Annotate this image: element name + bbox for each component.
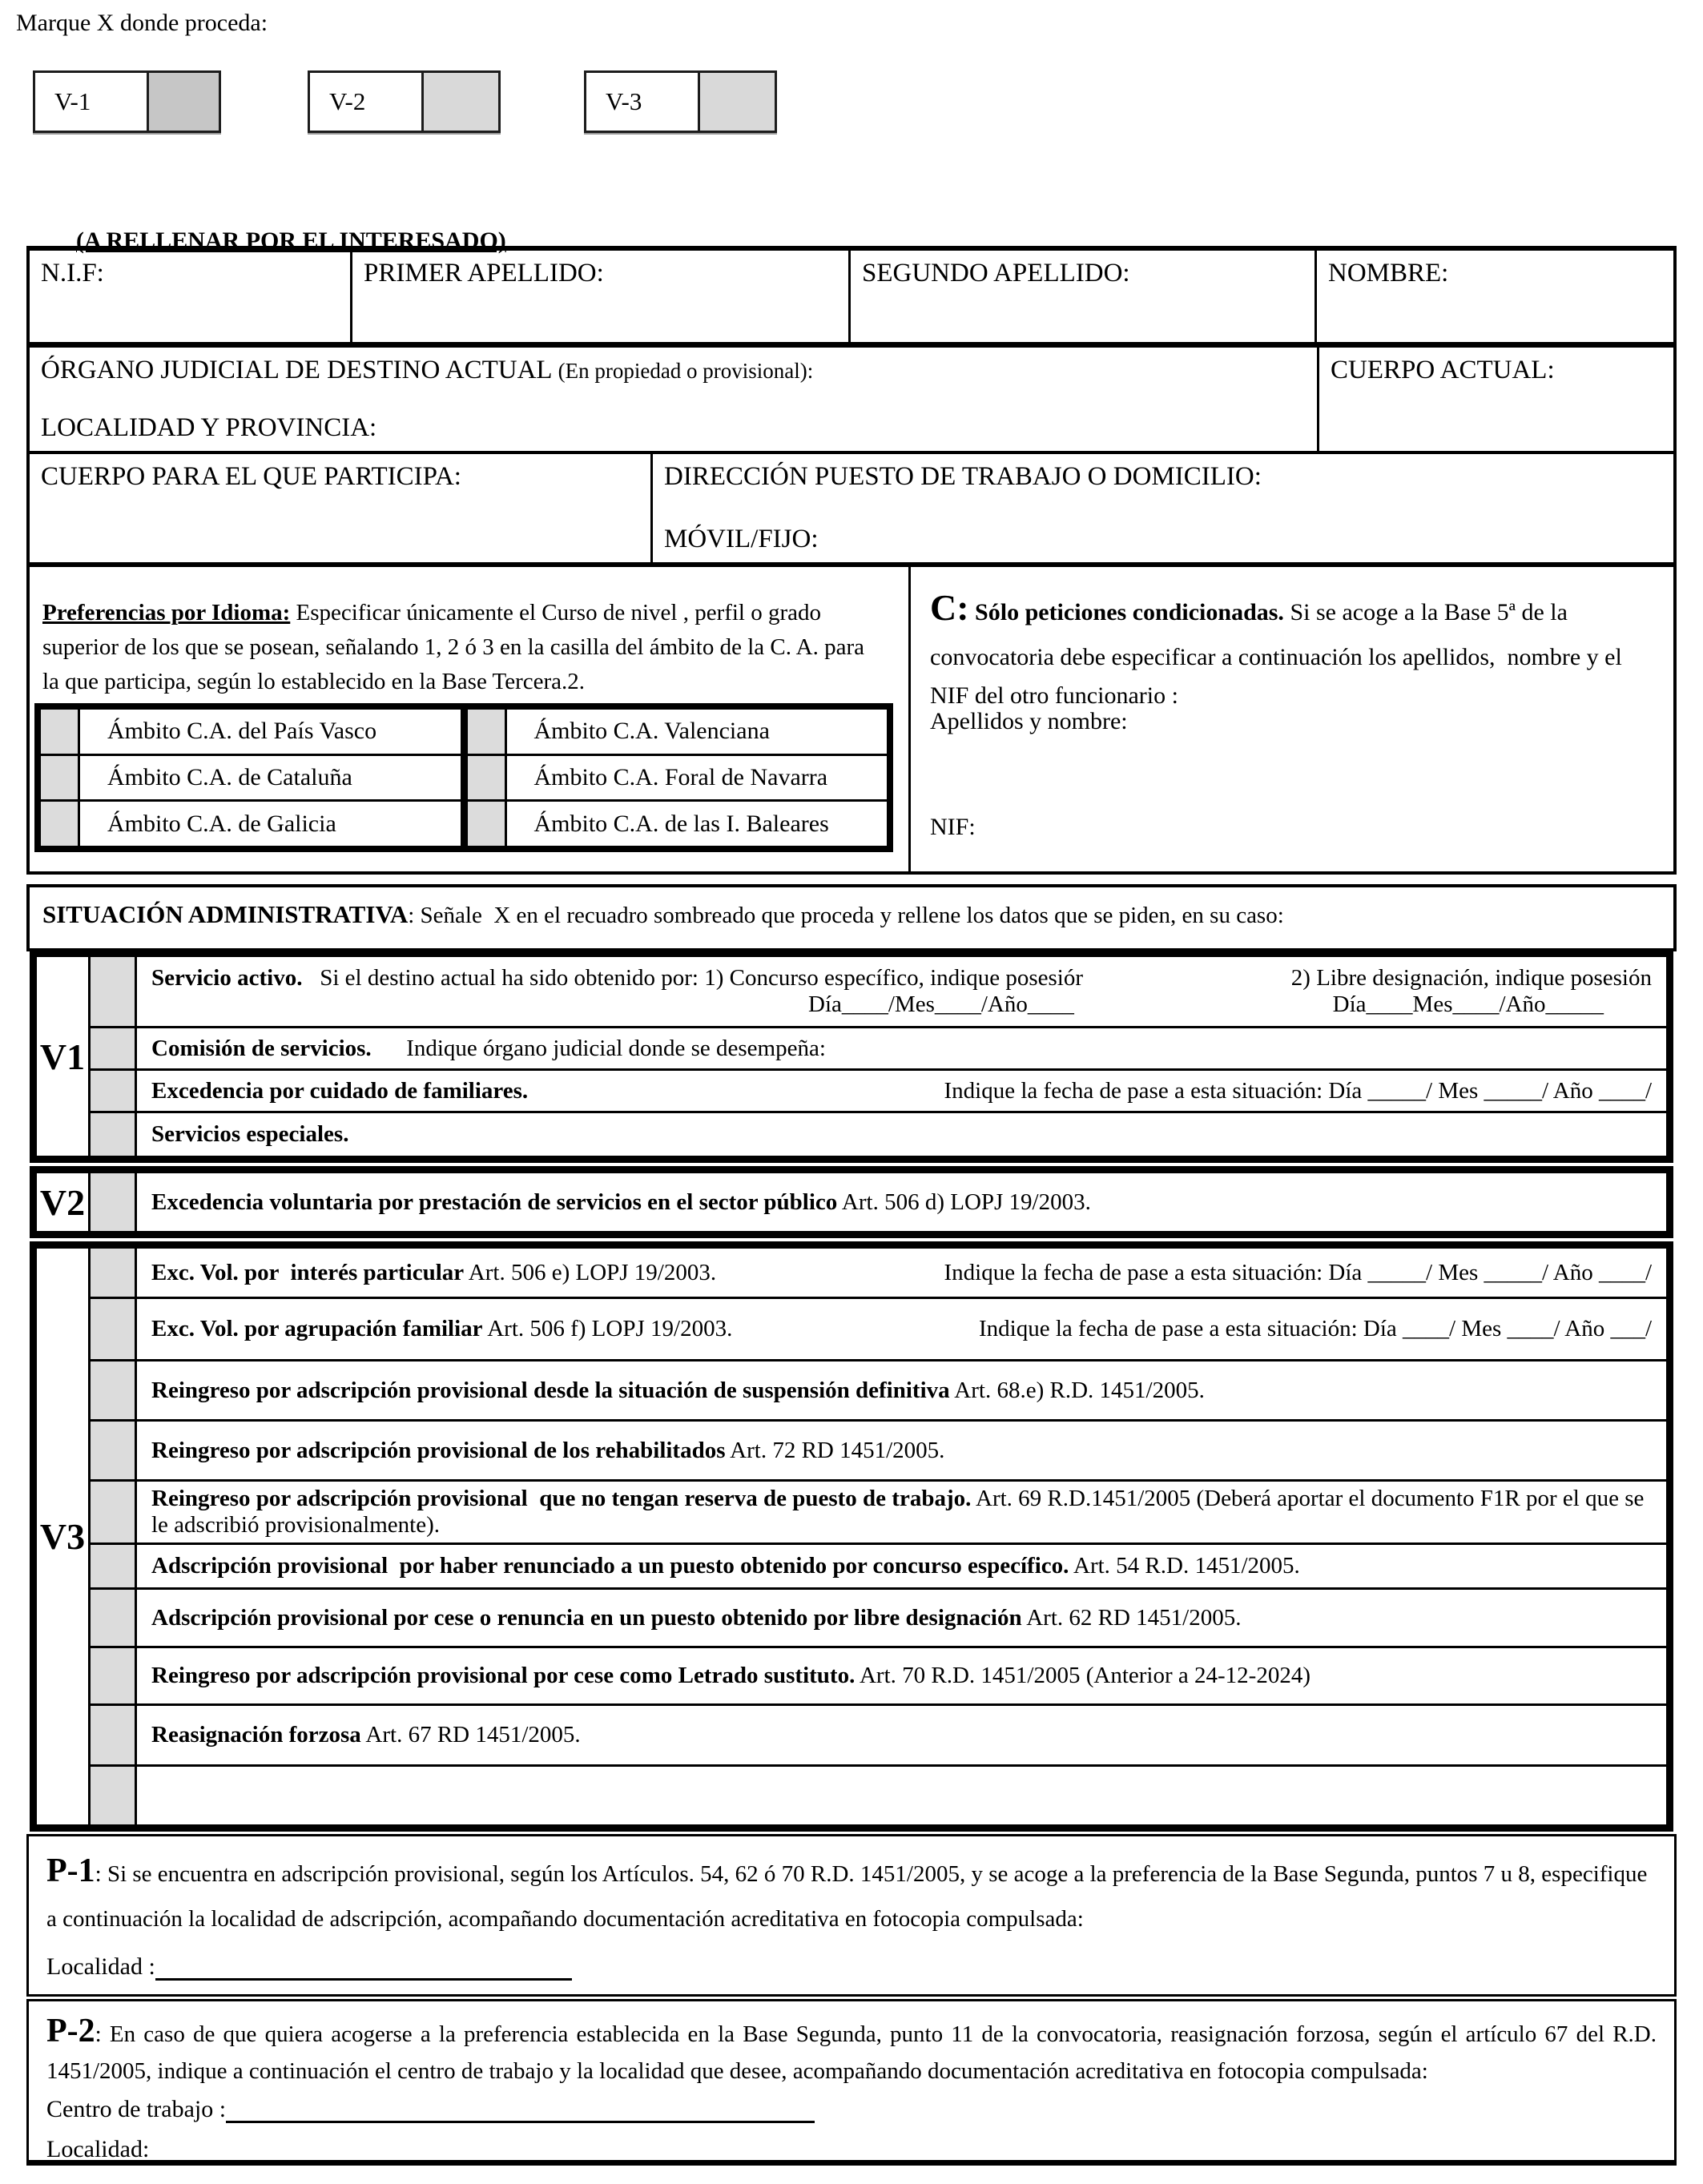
cuerpo-participa-field[interactable]	[30, 454, 653, 562]
exc-agrupacion-familiar-row	[91, 1299, 1666, 1361]
p2-localidad-label: Localidad:	[46, 2136, 150, 2162]
ambito-label-baleares: Ámbito C.A. de las I. Baleares	[533, 810, 829, 837]
reingreso-sin-reserva-row	[91, 1482, 1666, 1545]
nif-label: N.I.F:	[41, 259, 104, 288]
apellidos-nombre-label: Apellidos y nombre:	[930, 708, 1128, 734]
vbox-v3-label: V-3	[586, 73, 700, 131]
situacion-instruction: : Señale X en el recuadro sombreado que proceda y rellene los datos que se piden, en su caso:	[408, 903, 1284, 928]
ambito-row	[41, 710, 461, 756]
primer-apellido-label: PRIMER APELLIDO:	[364, 259, 604, 288]
servicio-activo-right: 2) Libre designación, indique posesión	[1290, 965, 1652, 991]
vbox-v3	[584, 70, 777, 133]
reingreso-rehabilitados-label: Reingreso por adscripción provisional de los rehabilitados	[151, 1437, 726, 1463]
ambito-label-galicia: Ámbito C.A. de Galicia	[107, 810, 336, 837]
reingreso-suspension-rest: Art. 68.e) R.D. 1451/2005.	[949, 1377, 1205, 1403]
p2-centro-label: Centro de trabajo :	[46, 2096, 227, 2122]
excedencia-cuidado-tail: Indique la fecha de pase a esta situación: Día _____/ Mes _____/ Año ____/	[944, 1077, 1652, 1104]
adscripcion-renuncia-concurso-row	[91, 1545, 1666, 1590]
comision-servicios-label: Comisión de servicios.	[151, 1035, 372, 1061]
reingreso-rehabilitados-row	[91, 1422, 1666, 1482]
fecha-posesion-libre[interactable]: Día____Mes____/Año_____	[1332, 991, 1604, 1017]
exc-agrupacion-familiar-label: Exc. Vol. por agrupación familiar	[151, 1316, 483, 1341]
adscripcion-cese-libre-rest: Art. 62 RD 1451/2005.	[1021, 1604, 1242, 1631]
reingreso-letrado-sustituto-row	[91, 1648, 1666, 1706]
cuerpo-actual-field[interactable]	[1319, 348, 1673, 451]
p2-box	[26, 1999, 1677, 2166]
preferencias-label: Preferencias por Idioma:	[42, 600, 291, 625]
reingreso-suspension-row	[91, 1361, 1666, 1422]
reingreso-sin-reserva-rest: Art. 69 R.D.1451/2005 (Deberá aportar el documento F1R por el que se le adscribió provisionalmente).	[151, 1486, 1650, 1538]
ambito-column-left	[41, 710, 461, 846]
excedencia-sector-publico-rest: Art. 506 d) LOPJ 19/2003.	[837, 1189, 1091, 1215]
vbox-v1-mark-cell[interactable]	[149, 73, 219, 131]
servicios-especiales-label: Servicios especiales.	[151, 1121, 349, 1147]
p1-text: : Si se encuentra en adscripción provisional, según los Artículos. 54, 62 ó 70 R.D. 1451/2005, y se acoge a la preferencia de la Base Segunda, puntos 7 u 8, especifique a continuación la localidad de adscripción, acompañando documentación acreditativa en fotocopia compulsada:	[46, 1861, 1653, 1933]
preferencias-cell	[30, 567, 911, 871]
ambito-row	[468, 710, 888, 756]
segundo-apellido-field[interactable]	[851, 251, 1317, 342]
vbox-v1	[33, 70, 221, 133]
p1-localidad-label: Localidad :	[46, 1953, 155, 1980]
empty-row	[91, 1767, 1666, 1824]
v1-block-label: V1	[37, 957, 91, 1156]
direccion-label: DIRECCIÓN PUESTO DE TRABAJO O DOMICILIO:	[664, 462, 1262, 491]
ambito-checkbox-cataluna[interactable]	[41, 756, 80, 800]
servicio-activo-checkbox[interactable]	[91, 957, 137, 1026]
adscripcion-cese-libre-row	[91, 1590, 1666, 1648]
ambito-column-right	[461, 710, 888, 846]
exc-agrupacion-familiar-rest: Art. 506 f) LOPJ 19/2003.	[482, 1316, 733, 1341]
reingreso-suspension-label: Reingreso por adscripción provisional desde la situación de suspensión definitiva	[151, 1377, 950, 1403]
excedencia-cuidado-checkbox[interactable]	[91, 1071, 137, 1111]
p2-label: P-2	[46, 2013, 95, 2049]
reingreso-letrado-sustituto-rest: Art. 70 R.D. 1451/2005 (Anterior a 24-12-2024)	[855, 1663, 1310, 1688]
comision-servicios-row	[91, 1028, 1666, 1071]
exc-interes-particular-checkbox[interactable]	[91, 1249, 137, 1297]
ambito-checkbox-galicia[interactable]	[41, 802, 80, 846]
marque-instruction: Marque X donde proceda:	[16, 10, 268, 36]
v2-block	[30, 1166, 1673, 1238]
preferencias-text: Especificar únicamente el Curso de nivel , perfil o grado superior de los que se posean, señalando 1, 2 ó 3 en la casilla del ámbito de la C. A. para la que participa, según lo establecido en la Base Tercera.2.	[42, 600, 871, 694]
p1-box	[26, 1834, 1677, 1997]
adscripcion-cese-libre-checkbox[interactable]	[91, 1590, 137, 1646]
v3-block-label: V3	[37, 1249, 91, 1824]
ambito-checkbox-navarra[interactable]	[468, 756, 507, 800]
nif-otro-label: NIF:	[930, 814, 976, 840]
ambito-checkbox-pais-vasco[interactable]	[41, 710, 80, 754]
fill-note: (A RELLENAR POR EL INTERESADO)	[76, 227, 506, 254]
ambito-label-pais-vasco: Ámbito C.A. del País Vasco	[107, 718, 377, 745]
servicio-activo-row	[91, 957, 1666, 1028]
primer-apellido-field[interactable]	[352, 251, 851, 342]
exc-agrupacion-familiar-tail: Indique la fecha de pase a esta situación: Día ____/ Mes ____/ Año ___/	[979, 1316, 1652, 1341]
situacion-title: SITUACIÓN ADMINISTRATIVA	[42, 900, 409, 928]
organo-destino-label: ÓRGANO JUDICIAL DE DESTINO ACTUAL	[41, 356, 558, 384]
exc-interes-particular-row	[91, 1249, 1666, 1299]
reasignacion-forzosa-row	[91, 1706, 1666, 1767]
excedencia-cuidado-row	[91, 1071, 1666, 1113]
empty-row-checkbox[interactable]	[91, 1767, 137, 1824]
ambito-label-navarra: Ámbito C.A. Foral de Navarra	[533, 764, 828, 790]
p1-localidad-field[interactable]	[155, 1954, 572, 1981]
reingreso-letrado-sustituto-checkbox[interactable]	[91, 1648, 137, 1703]
servicio-activo-label: Servicio activo.	[151, 965, 303, 991]
adscripcion-renuncia-concurso-checkbox[interactable]	[91, 1545, 137, 1587]
adscripcion-renuncia-concurso-label: Adscripción provisional por haber renunciado a un puesto obtenido por concurso específico.	[151, 1553, 1069, 1579]
p2-centro-field[interactable]	[226, 2097, 815, 2123]
exc-interes-particular-rest: Art. 506 e) LOPJ 19/2003.	[464, 1259, 717, 1285]
ambito-row	[41, 802, 461, 846]
condicionadas-text: Si se acoge a la Base 5ª de la convocatoria debe especificar a continuación los apellidos, nombre y el NIF del otro funcionario :	[930, 599, 1629, 710]
reingreso-rehabilitados-checkbox[interactable]	[91, 1422, 137, 1479]
apellidos-nombre-field[interactable]	[930, 708, 1128, 735]
servicios-especiales-row	[91, 1113, 1666, 1156]
organo-destino-note: (En propiedad o provisional):	[558, 359, 814, 383]
fecha-posesion-concurso[interactable]: Día____/Mes____/Año____	[808, 991, 1074, 1017]
cuerpo-actual-label: CUERPO ACTUAL:	[1331, 356, 1555, 384]
ambito-checkbox-baleares[interactable]	[468, 802, 507, 846]
adscripcion-cese-libre-label: Adscripción provisional por cese o renuncia en un puesto obtenido por libre designación	[151, 1604, 1022, 1631]
vbox-v2-label: V-2	[310, 73, 424, 131]
situacion-bar	[26, 884, 1677, 951]
ambito-row	[468, 756, 888, 802]
v1-block	[30, 950, 1673, 1163]
movil-fijo-label: MÓVIL/FIJO:	[664, 525, 819, 553]
comision-servicios-rest: Indique órgano judicial donde se desempeña:	[371, 1035, 826, 1061]
excedencia-sector-publico-row	[91, 1173, 1666, 1231]
localidad-provincia-label: LOCALIDAD Y PROVINCIA:	[41, 413, 377, 442]
exc-interes-particular-label: Exc. Vol. por interés particular	[151, 1259, 465, 1285]
organo-destino-field[interactable]	[30, 348, 1319, 451]
ambito-checkbox-valenciana[interactable]	[468, 710, 507, 754]
vbox-v2-mark-cell[interactable]	[424, 73, 498, 131]
excedencia-sector-publico-checkbox[interactable]	[91, 1173, 137, 1231]
direccion-field[interactable]	[653, 454, 1673, 562]
reasignacion-forzosa-checkbox[interactable]	[91, 1706, 137, 1764]
exc-agrupacion-familiar-checkbox[interactable]	[91, 1299, 137, 1359]
v3-block	[30, 1241, 1673, 1832]
cuerpo-participa-label: CUERPO PARA EL QUE PARTICIPA:	[41, 462, 461, 491]
vbox-v1-label: V-1	[35, 73, 149, 131]
condicionadas-bold: Sólo peticiones condicionadas.	[968, 599, 1284, 625]
servicio-activo-rest: Si el destino actual ha sido obtenido por: 1) Concurso específico, indique posesiór	[302, 965, 1083, 991]
ambito-label-cataluna: Ámbito C.A. de Cataluña	[107, 764, 352, 790]
nif-field[interactable]	[30, 251, 352, 342]
excedencia-sector-publico-label: Excedencia voluntaria por prestación de servicios en el sector público	[151, 1189, 838, 1215]
p2-localidad-field[interactable]	[149, 2137, 722, 2163]
nombre-label: NOMBRE:	[1328, 259, 1449, 288]
ambito-label-valenciana: Ámbito C.A. Valenciana	[533, 718, 770, 745]
nif-otro-field[interactable]	[930, 814, 976, 841]
reasignacion-forzosa-label: Reasignación forzosa	[151, 1722, 361, 1748]
identity-table	[26, 246, 1677, 875]
adscripcion-renuncia-concurso-rest: Art. 54 R.D. 1451/2005.	[1069, 1553, 1300, 1579]
reingreso-sin-reserva-checkbox[interactable]	[91, 1482, 137, 1542]
c-label: C:	[930, 587, 969, 628]
reingreso-suspension-checkbox[interactable]	[91, 1361, 137, 1419]
comision-servicios-checkbox[interactable]	[91, 1028, 137, 1068]
ambito-table	[34, 703, 893, 852]
p2-text: : En caso de que quiera acogerse a la preferencia establecida en la Base Segunda, punto 11 de la convocatoria, reasignación forzosa, según el artículo 67 del R.D. 1451/2005, indique a continuación el centro de trabajo y la localidad que desee, acompañando documentación acreditativa en fotocopia compulsada:	[46, 2021, 1663, 2084]
p1-label: P-1	[46, 1852, 95, 1889]
reingreso-sin-reserva-label: Reingreso por adscripción provisional que no tengan reserva de puesto de trabajo.	[151, 1486, 972, 1511]
servicios-especiales-checkbox[interactable]	[91, 1113, 137, 1156]
vbox-v3-mark-cell[interactable]	[700, 73, 775, 131]
segundo-apellido-label: SEGUNDO APELLIDO:	[862, 259, 1130, 288]
condicionadas-cell	[911, 567, 1673, 871]
reingreso-letrado-sustituto-label: Reingreso por adscripción provisional por cese como Letrado sustituto.	[151, 1663, 856, 1688]
exc-interes-particular-tail: Indique la fecha de pase a esta situación: Día _____/ Mes _____/ Año ____/	[944, 1259, 1652, 1285]
ambito-row	[41, 756, 461, 802]
excedencia-cuidado-label: Excedencia por cuidado de familiares.	[151, 1077, 529, 1104]
nombre-field[interactable]	[1317, 251, 1673, 342]
reasignacion-forzosa-rest: Art. 67 RD 1451/2005.	[360, 1722, 581, 1748]
v2-block-label: V2	[37, 1173, 91, 1231]
vbox-v2	[308, 70, 501, 133]
reingreso-rehabilitados-rest: Art. 72 RD 1451/2005.	[725, 1437, 945, 1463]
ambito-row	[468, 802, 888, 846]
